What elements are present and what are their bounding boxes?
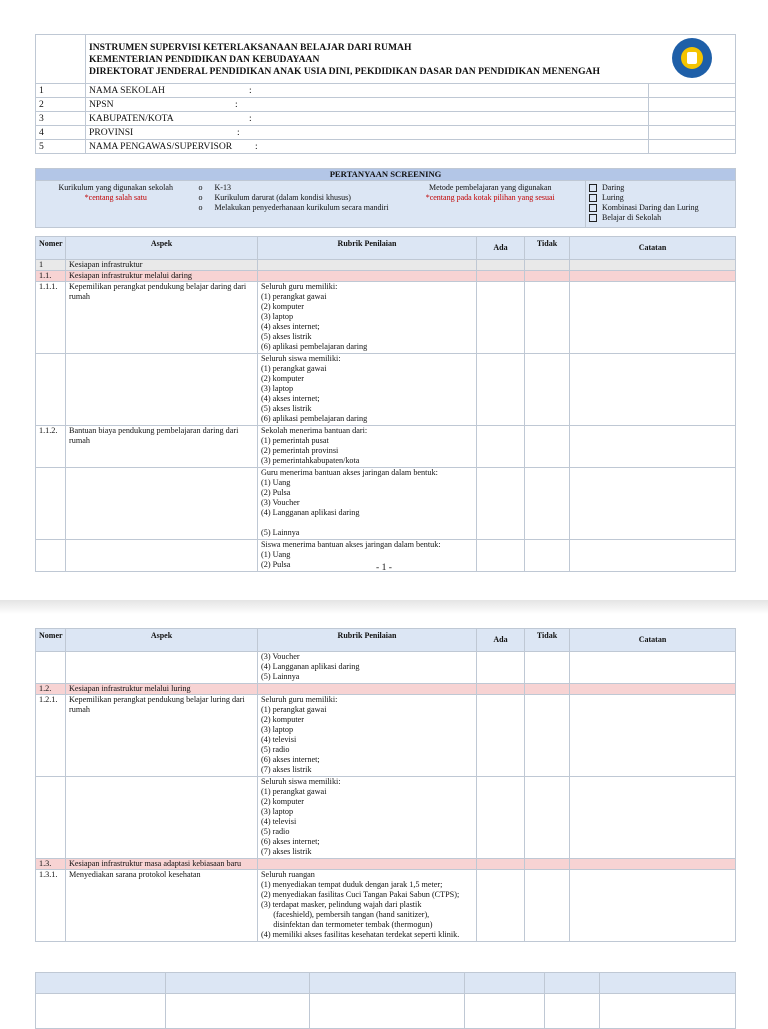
tidak-cell[interactable] <box>525 468 570 540</box>
rubrik-line: (2) komputer <box>261 374 304 383</box>
ada-cell[interactable] <box>477 282 525 354</box>
rubrik-line: (3) laptop <box>261 384 294 393</box>
tidak-cell[interactable] <box>525 684 570 695</box>
tidak-cell[interactable] <box>525 695 570 777</box>
rubrik-line: (5) radio <box>261 745 290 754</box>
column-nomor: Nomer <box>36 629 66 652</box>
row-aspek <box>66 652 258 684</box>
method-question: Metode pembelajaran yang digunakan <box>429 183 552 192</box>
row-aspek <box>66 468 258 540</box>
document-page-2 <box>0 614 768 1024</box>
rubrik-line: Guru menerima bantuan akses jaringan dalam bentuk: <box>261 468 438 477</box>
rubrik-line: (4) akses internet; <box>261 394 320 403</box>
row-number: 1 <box>36 260 66 271</box>
ada-cell[interactable] <box>477 777 525 859</box>
tidak-cell[interactable] <box>525 777 570 859</box>
catatan-cell[interactable] <box>570 426 736 468</box>
column-aspek: Aspek <box>66 629 258 652</box>
rubrik-line: (6) akses internet; <box>261 837 320 846</box>
rubrik-line: disinfektan dan termometer tembak (thermogun) <box>261 920 433 929</box>
row-number <box>36 652 66 684</box>
column-rubrik: Rubrik Penilaian <box>258 629 477 652</box>
rubrik-line: (5) akses listrik <box>261 332 312 341</box>
catatan-cell[interactable] <box>570 271 736 282</box>
rubrik-line: Seluruh siswa memiliki: <box>261 777 341 786</box>
table-row <box>36 260 736 271</box>
column-ada: Ada <box>477 237 525 260</box>
rubrik-line: (2) komputer <box>261 302 304 311</box>
row-rubrik <box>258 684 477 695</box>
info-field[interactable]: KABUPATEN/KOTA : <box>86 112 649 126</box>
assessment-table-page-2 <box>35 628 736 942</box>
table-row <box>36 777 736 859</box>
tidak-cell[interactable] <box>525 354 570 426</box>
rubrik-line: Seluruh ruangan <box>261 870 315 879</box>
table-row <box>36 282 736 354</box>
rubrik-line: (1) menyediakan tempat duduk dengan jarak 1,5 meter; <box>261 880 443 889</box>
info-field[interactable]: PROVINSI : <box>86 126 649 140</box>
column-nomor: Nomer <box>36 237 66 260</box>
assessment-table-page-1 <box>35 236 736 572</box>
method-option-luring[interactable]: Luring <box>589 193 732 203</box>
rubrik-line: (2) komputer <box>261 715 304 724</box>
ada-cell[interactable] <box>477 271 525 282</box>
rubrik-line: (3) laptop <box>261 725 294 734</box>
assessment-table-page-2-next <box>35 972 736 1029</box>
rubrik-line: (7) akses listrik <box>261 847 312 856</box>
header-title-2: KEMENTERIAN PENDIDIKAN DAN KEBUDAYAAN <box>89 54 320 65</box>
rubrik-line: Siswa menerima bantuan akses jaringan dalam bentuk: <box>261 540 441 549</box>
rubrik-line: (5) akses listrik <box>261 404 312 413</box>
table-row <box>36 426 736 468</box>
ada-cell[interactable] <box>477 652 525 684</box>
checkbox-icon[interactable] <box>589 184 597 192</box>
row-number: 1.3. <box>36 859 66 870</box>
rubrik-line: (2) Pulsa <box>261 560 291 569</box>
row-number <box>36 468 66 540</box>
rubrik-line: (6) aplikasi pembelajaran daring <box>261 414 368 423</box>
tidak-cell[interactable] <box>525 271 570 282</box>
rubrik-line: (1) Uang <box>261 550 291 559</box>
rubrik-line: (1) perangkat gawai <box>261 787 327 796</box>
catatan-cell[interactable] <box>570 468 736 540</box>
checkbox-icon[interactable] <box>589 194 597 202</box>
row-rubrik <box>258 468 477 540</box>
info-row <box>36 84 736 98</box>
rubrik-line: (1) perangkat gawai <box>261 364 327 373</box>
table-row <box>36 354 736 426</box>
tidak-cell[interactable] <box>525 260 570 271</box>
info-row <box>36 140 736 154</box>
curriculum-option[interactable]: o K-13 <box>198 183 231 192</box>
header-title-3: DIREKTORAT JENDERAL PENDIDIKAN ANAK USIA DINI, PEKDIDIKAN DASAR DAN PENDIDIKAN MENENGAH <box>89 66 600 77</box>
column-tidak: Tidak <box>525 237 570 260</box>
method-option-sekolah[interactable]: Belajar di Sekolah <box>589 213 732 223</box>
rubrik-line: (4) memiliki akses fasilitas kesehatan terdekat seperti klinik. <box>261 930 460 939</box>
table-row <box>36 695 736 777</box>
row-rubrik <box>258 859 477 870</box>
row-rubrik <box>258 282 477 354</box>
info-field[interactable]: NAMA PENGAWAS/SUPERVISOR : <box>86 140 649 154</box>
rubrik-line: Seluruh guru memiliki: <box>261 695 338 704</box>
row-rubrik <box>258 271 477 282</box>
rubrik-line: (3) pemerintahkabupaten/kota <box>261 456 360 465</box>
rubrik-line: (4) Langganan aplikasi daring <box>261 662 360 671</box>
table-row <box>36 271 736 282</box>
rubrik-line: (3) laptop <box>261 312 294 321</box>
row-number <box>36 777 66 859</box>
screening-title: PERTANYAAN SCREENING <box>36 169 736 181</box>
rubrik-line <box>261 518 473 528</box>
row-rubrik <box>258 426 477 468</box>
catatan-cell[interactable] <box>570 282 736 354</box>
info-row <box>36 98 736 112</box>
ada-cell[interactable] <box>477 684 525 695</box>
catatan-cell[interactable] <box>570 870 736 942</box>
rubrik-line: (1) perangkat gawai <box>261 705 327 714</box>
column-tidak: Tidak <box>525 629 570 652</box>
rubrik-line: (1) Uang <box>261 478 291 487</box>
rubrik-line: (6) akses internet; <box>261 755 320 764</box>
table-row <box>36 870 736 942</box>
row-number: 1.2.1. <box>36 695 66 777</box>
ada-cell[interactable] <box>477 468 525 540</box>
row-number: 1.1.1. <box>36 282 66 354</box>
table-row <box>36 652 736 684</box>
checkbox-icon[interactable] <box>589 214 597 222</box>
info-row <box>36 112 736 126</box>
row-aspek: Bantuan biaya pendukung pembelajaran daring dari rumah <box>66 426 258 468</box>
rubrik-line: (3) laptop <box>261 807 294 816</box>
rubrik-line: (3) Voucher <box>261 498 300 507</box>
screening-table <box>35 168 736 228</box>
row-aspek <box>66 777 258 859</box>
row-aspek: Kepemilikan perangkat pendukung belajar daring dari rumah <box>66 282 258 354</box>
row-number: 1.3.1. <box>36 870 66 942</box>
rubrik-line: (4) televisi <box>261 735 297 744</box>
catatan-cell[interactable] <box>570 684 736 695</box>
rubrik-line: (4) akses internet; <box>261 322 320 331</box>
rubrik-line: Seluruh siswa memiliki: <box>261 354 341 363</box>
column-aspek: Aspek <box>66 237 258 260</box>
row-number: 1.1. <box>36 271 66 282</box>
row-number <box>36 354 66 426</box>
row-number: 1.1.2. <box>36 426 66 468</box>
info-number: 3 <box>36 112 86 126</box>
method-option-kombinasi[interactable]: Kombinasi Daring dan Luring <box>589 203 732 213</box>
checkbox-icon[interactable] <box>589 204 597 212</box>
rubrik-line: (5) Lainnya <box>261 528 300 537</box>
rubrik-line: (2) menyediakan fasilitas Cuci Tangan Pakai Sabun (CTPS); <box>261 890 460 899</box>
row-aspek <box>66 354 258 426</box>
ada-cell[interactable] <box>477 426 525 468</box>
tidak-cell[interactable] <box>525 652 570 684</box>
row-aspek: Kesiapan infrastruktur masa adaptasi kebiasaan baru <box>66 859 258 870</box>
info-number: 5 <box>36 140 86 154</box>
rubrik-line: (2) Pulsa <box>261 488 291 497</box>
rubrik-line: (5) radio <box>261 827 290 836</box>
tidak-cell[interactable] <box>525 426 570 468</box>
header-title-1: INSTRUMEN SUPERVISI KETERLAKSANAAN BELAJAR DARI RUMAH <box>89 42 412 53</box>
ada-cell[interactable] <box>477 859 525 870</box>
row-rubrik <box>258 354 477 426</box>
rubrik-line: (1) perangkat gawai <box>261 292 327 301</box>
rubrik-line: Sekolah menerima bantuan dari: <box>261 426 368 435</box>
rubrik-line: (3) terdapat masker, pelindung wajah dari plastik <box>261 900 422 909</box>
rubrik-line: (1) pemerintah pusat <box>261 436 329 445</box>
rubrik-line: (faceshield), pembersih tangan (hand sanitizer), <box>261 910 430 919</box>
row-aspek: Kesiapan infrastruktur <box>66 260 258 271</box>
row-aspek: Menyediakan sarana protokol kesehatan <box>66 870 258 942</box>
ada-cell[interactable] <box>477 870 525 942</box>
tidak-cell[interactable] <box>525 859 570 870</box>
row-aspek: Kepemilikan perangkat pendukung belajar luring dari rumah <box>66 695 258 777</box>
column-catatan: Catatan <box>570 629 736 652</box>
catatan-cell[interactable] <box>570 354 736 426</box>
catatan-cell[interactable] <box>570 260 736 271</box>
page-number: - 1 - <box>376 562 392 573</box>
tidak-cell[interactable] <box>525 282 570 354</box>
method-option-daring[interactable]: Daring <box>589 183 732 193</box>
column-catatan: Catatan <box>570 237 736 260</box>
catatan-cell[interactable] <box>570 777 736 859</box>
curriculum-option[interactable]: o Kurikulum darurat (dalam kondisi khusus) <box>198 193 351 202</box>
header-table <box>35 34 736 84</box>
info-number: 4 <box>36 126 86 140</box>
ada-cell[interactable] <box>477 260 525 271</box>
info-row <box>36 126 736 140</box>
table-row <box>36 684 736 695</box>
curriculum-question: Kurikulum yang digunakan sekolah <box>58 183 173 192</box>
rubrik-line: (4) televisi <box>261 817 297 826</box>
ada-cell[interactable] <box>477 354 525 426</box>
row-rubrik <box>258 695 477 777</box>
info-field[interactable]: NAMA SEKOLAH : <box>86 84 649 98</box>
row-rubrik <box>258 260 477 271</box>
row-rubrik <box>258 870 477 942</box>
row-number: 1.2. <box>36 684 66 695</box>
rubrik-line: (4) Langganan aplikasi daring <box>261 508 360 517</box>
row-rubrik <box>258 652 477 684</box>
rubrik-line: (3) Voucher <box>261 652 300 661</box>
tut-wuri-handayani-logo <box>672 38 712 78</box>
rubrik-line: (2) komputer <box>261 797 304 806</box>
method-note: *centang pada kotak pilihan yang sesuai <box>425 193 555 202</box>
table-row <box>36 859 736 870</box>
curriculum-option[interactable]: o Melakukan penyederhanaan kurikulum secara mandiri <box>198 203 389 212</box>
ada-cell[interactable] <box>477 695 525 777</box>
rubrik-line: (7) akses listrik <box>261 765 312 774</box>
catatan-cell[interactable] <box>570 859 736 870</box>
column-ada: Ada <box>477 629 525 652</box>
info-field[interactable]: NPSN : <box>86 98 649 112</box>
rubrik-line: (2) pemerintah provinsi <box>261 446 339 455</box>
tidak-cell[interactable] <box>525 870 570 942</box>
row-aspek: Kesiapan infrastruktur melalui luring <box>66 684 258 695</box>
table-row <box>36 468 736 540</box>
rubrik-line: Seluruh guru memiliki: <box>261 282 338 291</box>
info-number: 1 <box>36 84 86 98</box>
catatan-cell[interactable] <box>570 652 736 684</box>
catatan-cell[interactable] <box>570 695 736 777</box>
column-rubrik: Rubrik Penilaian <box>258 237 477 260</box>
school-info-table <box>35 83 736 154</box>
rubrik-line: (5) Lainnya <box>261 672 300 681</box>
curriculum-note: *centang salah satu <box>84 193 147 202</box>
info-number: 2 <box>36 98 86 112</box>
row-rubrik <box>258 777 477 859</box>
rubrik-line: (6) aplikasi pembelajaran daring <box>261 342 368 351</box>
row-aspek: Kesiapan infrastruktur melalui daring <box>66 271 258 282</box>
